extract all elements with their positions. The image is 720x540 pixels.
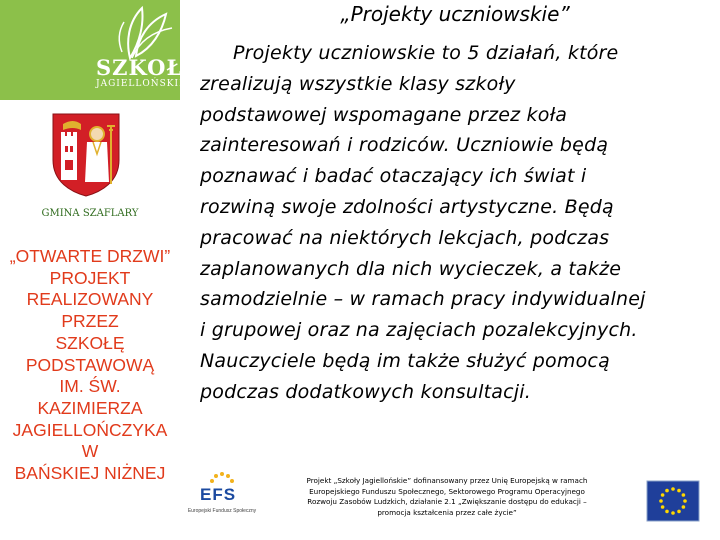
eu-star-icon: [683, 499, 687, 503]
logo-band: [0, 0, 198, 100]
eu-star-icon: [661, 505, 665, 509]
body-line: i grupowej oraz na zajęciach pozalekcyjnych.: [200, 319, 638, 342]
eu-star-icon: [665, 489, 669, 493]
project-caption-line: SZKOŁĘ: [55, 332, 125, 353]
eu-star-icon: [671, 487, 675, 491]
body-line: podstawowej wspomagane przez koła: [200, 103, 568, 126]
project-caption-line: PRZEZ: [61, 311, 119, 332]
eu-star-icon: [671, 511, 675, 515]
efs-label: EFS: [200, 485, 237, 504]
body-line: rozwiną swoje zdolności artystyczne. Będą: [200, 195, 614, 218]
eu-star-icon: [682, 493, 686, 497]
gmina-caption: GMINA SZAFLARY: [41, 208, 139, 219]
sidebar: [0, 0, 198, 540]
eu-flag-icon: [647, 481, 699, 521]
funding-note: [282, 476, 612, 518]
feather-leaves-icon: [108, 2, 178, 62]
project-caption-line: W: [81, 441, 99, 462]
eu-star-icon: [665, 510, 669, 514]
project-caption-line: JAGIELLOŃCZYKA: [12, 419, 168, 440]
logo-title: SZKOŁY: [96, 55, 198, 80]
body-line: Projekty uczniowskie to 5 działań, które: [233, 42, 619, 64]
body-line: Nauczyciele będą im także służyć pomocą: [200, 349, 610, 372]
logo-subtitle: JAGIELLOŃSKIE: [96, 79, 187, 89]
body-line: zaplanowanych dla nich wycieczek, a także: [200, 257, 622, 280]
project-caption-line: „OTWARTE DRZWI”: [9, 246, 171, 266]
project-caption-line: REALIZOWANY: [26, 289, 154, 310]
project-caption-line: IM. ŚW.: [59, 376, 121, 397]
body-line: samodzielnie – w ramach pracy indywidualnej: [200, 288, 646, 311]
project-caption-line: PROJEKT: [49, 267, 131, 288]
eu-star-icon: [677, 489, 681, 493]
coat-of-arms-icon: [51, 112, 121, 197]
eu-star-icon: [677, 510, 681, 514]
slide-title: „Projekty uczniowskie”: [340, 2, 570, 26]
body-line: poznawać i badać otaczający ich świat i: [200, 165, 587, 188]
project-caption-line: KAZIMIERZA: [37, 397, 143, 418]
funding-note-line: Rozwoju Zasobów Ludzkich, działanie 2.1 „Zwiększanie dostępu do edukacji –: [307, 497, 587, 506]
funding-note-line: promocja kształcenia przez całe życie”: [377, 507, 517, 517]
eu-star-icon: [659, 499, 663, 503]
project-caption-line: BAŃSKIEJ NIŻNEJ: [14, 463, 166, 484]
eu-star-icon: [682, 505, 686, 509]
body-line: zrealizują wszystkie klasy szkoły: [200, 72, 516, 95]
funding-note-line: Projekt „Szkoły Jagiellońskie” dofinansowany przez Unię Europejską w ramach: [306, 476, 588, 485]
body-line: podczas dodatkowych konsultacji.: [200, 380, 531, 403]
funding-note-line: Europejskiego Funduszu Społecznego, Sektorowego Programu Operacyjnego: [309, 486, 585, 496]
eu-star-icon: [661, 493, 665, 497]
efs-subtitle: Europejski Fundusz Społeczny: [187, 508, 257, 514]
project-caption-line: PODSTAWOWĄ: [25, 354, 155, 375]
body-line: zainteresowań i rodziców. Uczniowie będą: [200, 134, 609, 157]
project-caption: [0, 246, 180, 485]
slide-body: [200, 38, 720, 408]
body-line: pracować na niektórych lekcjach, podczas: [200, 226, 610, 249]
